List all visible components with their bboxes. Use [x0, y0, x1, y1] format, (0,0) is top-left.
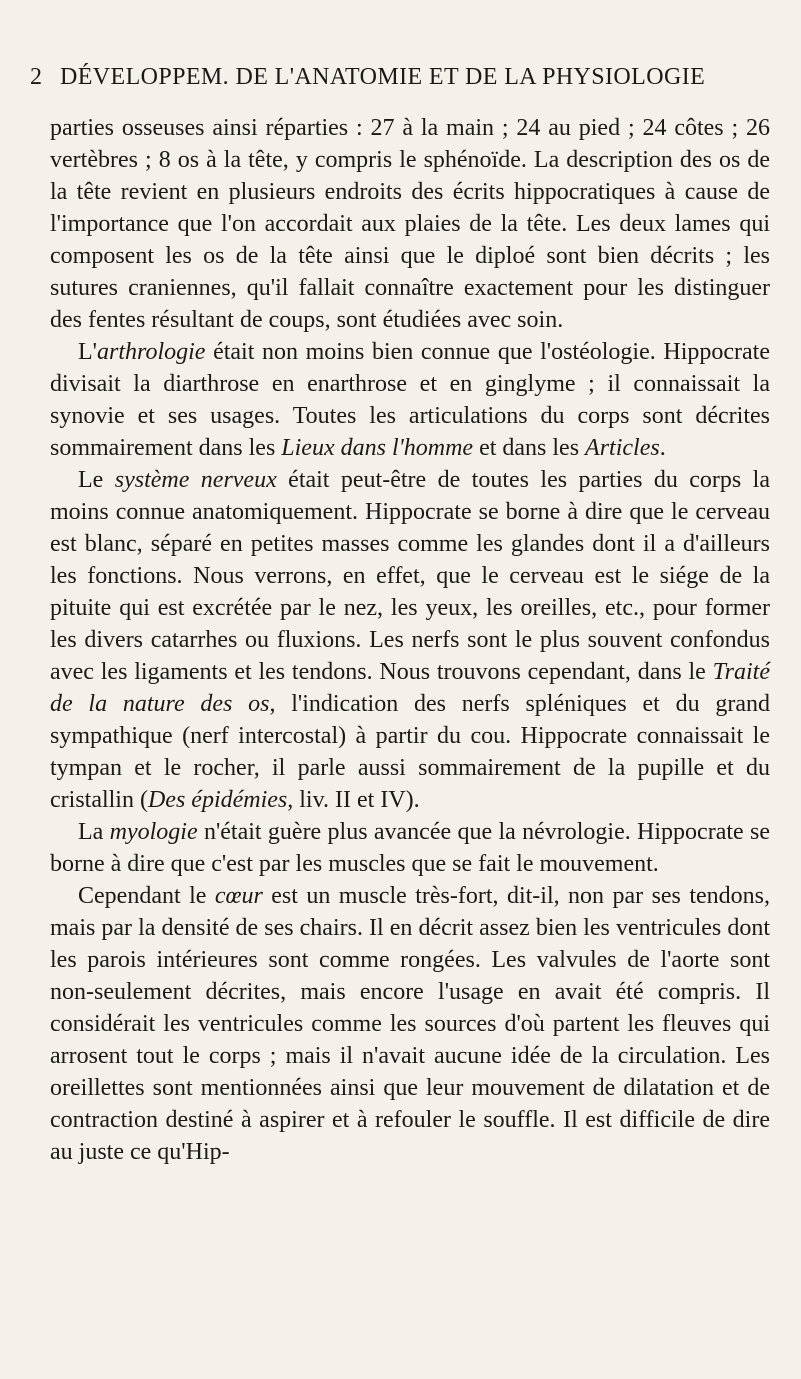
page-number: 2 [30, 64, 42, 90]
body-text [50, 112, 770, 1168]
text-span: n'était guère plus avancée que la névrologie. Hippocrate se borne à dire que c'est par les muscles que se fait le mouvement. [50, 819, 770, 877]
paragraph-nervous-system [50, 464, 770, 816]
paragraph-arthrology [50, 336, 770, 464]
paragraph-osteology [50, 112, 770, 336]
text-span: était non moins bien connue que l'ostéologie. Hippocrate divisait la diarthrose en enarthrose et en ginglyme ; il connaissait la synovie et ses usages. Toutes les articulations du corps sont décrites sommairement dans les [50, 339, 770, 461]
text-span: Cependant le [78, 883, 215, 909]
text-span: L' [78, 339, 97, 365]
paragraph-myology [50, 816, 770, 880]
paragraph-heart [50, 880, 770, 1168]
text-span: . [659, 435, 666, 461]
text-span: est un muscle très-fort, dit-il, non par ses tendons, mais par la densité de ses chairs. Il en décrit assez bien les ventricules dont les parois intérieures sont comme rongées. Les valvules de l'aorte sont non-seulement décrites, mais encore l'usage en avait été compris. Il considérait les ventricules comme les sources d'où partent les fleuves qui arrosent tout le corps ; mais il n'avait aucune idée de la circulation. Les oreillettes sont mentionnées ainsi que leur mouvement de dilatation et de contraction destiné à aspirer et à refouler le souffle. Il est difficile de dire au juste ce qu'Hip- [50, 883, 770, 1165]
italic-term: cœur [214, 883, 263, 909]
italic-term: arthrologie [96, 339, 206, 365]
italic-term: myologie [109, 819, 198, 845]
running-header [30, 64, 770, 98]
italic-title: Articles [585, 435, 660, 461]
text-span: était peut-être de toutes les parties du corps la moins connue anatomiquement. Hippocrate se borne à dire que le cerveau est blanc, séparé en petites masses comme les glandes dont il a d'ailleurs les fonctions. Nous verrons, en effet, que le cerveau est le siége de la pituite qui est excrétée par le nez, les yeux, les oreilles, etc., pour former les divers catarrhes ou fluxions. Les nerfs sont le plus souvent confondus avec les ligaments et les tendons. Nous trouvons cependant, dans le [50, 467, 770, 685]
text-span: parties osseuses ainsi réparties : 27 à la main ; 24 au pied ; 24 côtes ; 26 vertèbres ; 8 os à la tête, y compris le sphénoïde. La description des os de la tête revient en plusieurs endroits des écrits hippocratiques à cause de l'importance que l'on accordait aux plaies de la tête. Les deux lames qui composent les os de la tête ainsi que le diploé sont bien décrits ; les sutures craniennes, qu'il fallait connaître exactement pour les distinguer des fentes résultant de coups, sont étudiées avec soin. [50, 115, 770, 333]
italic-title: Traité de la nature des os [50, 659, 770, 717]
text-span: et dans les [473, 435, 586, 461]
text-span: La [78, 819, 110, 845]
running-title: DÉVELOPPEM. DE L'ANATOMIE ET DE LA PHYSIOLOGIE [60, 64, 706, 90]
italic-term: système nerveux [114, 467, 277, 493]
italic-title: Des épidémies [147, 787, 288, 813]
text-span: Le [78, 467, 115, 493]
text-span: , l'indication des nerfs spléniques et du grand sympathique (nerf intercostal) à partir du cou. Hippocrate connaissait le tympan et le rocher, il parle aussi sommairement de la pupille et du cristallin ( [50, 691, 771, 813]
text-span: , liv. II et IV). [287, 787, 420, 813]
italic-title: Lieux dans l'homme [281, 435, 474, 461]
